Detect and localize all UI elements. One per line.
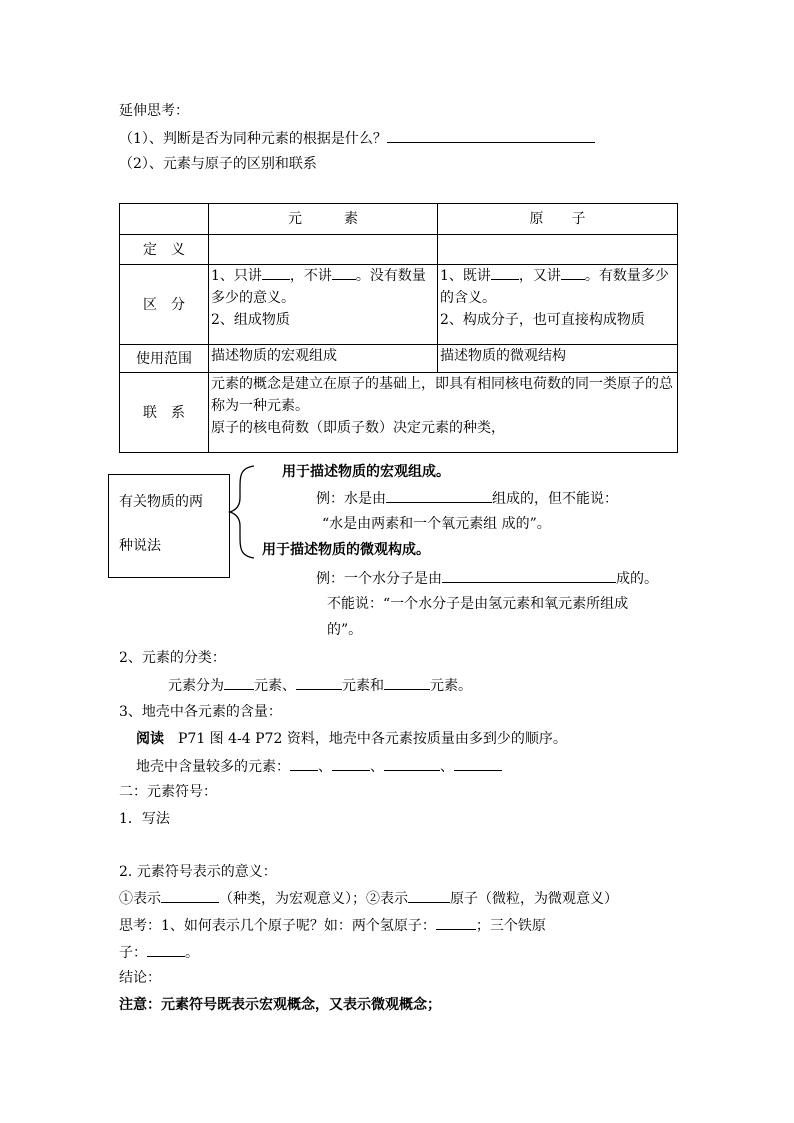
crust-title: 3、地壳中各元素的含量： — [119, 704, 282, 720]
meaning-c: 原子（微粒，为微观意义） — [450, 891, 618, 907]
brace-icon — [226, 462, 266, 562]
question-2: （2）、元素与原子的区别和联系 — [119, 156, 317, 172]
blank[interactable] — [161, 888, 219, 903]
cls-d: 元素。 — [430, 678, 472, 694]
think-b: ；三个铁原 — [475, 918, 546, 934]
table-row-relation — [120, 373, 678, 453]
diff-at-1a: 1、既讲 — [440, 268, 491, 284]
table-row-difference — [120, 265, 678, 345]
definition-label: 定 义 — [120, 235, 209, 265]
blank[interactable] — [332, 756, 370, 771]
read-label: 阅读 — [136, 731, 164, 747]
blank[interactable] — [384, 756, 440, 771]
sep: 、 — [370, 759, 384, 775]
diff-el-1b: ，不讲 — [289, 268, 332, 284]
symbols-write: 1．写法 — [119, 811, 170, 827]
macro-example — [316, 488, 618, 509]
micro-title: 用于描述物质的微观构成。 — [262, 542, 430, 558]
note: 注意：元素符号既表示宏观概念，又表示微观概念； — [119, 997, 441, 1013]
macro-ex-b: 组成的，但不能说： — [492, 491, 618, 507]
blank[interactable] — [290, 756, 318, 771]
think-d: 。 — [185, 945, 199, 961]
read-text: P71 图 4-4 P72 资料，地壳中各元素按质量由多到少的顺序。 — [178, 731, 567, 747]
two-ways-box — [108, 474, 230, 578]
relation-text-2: 原子的核电荷数（即质子数）决定元素的种类， — [211, 420, 505, 436]
blank[interactable] — [408, 888, 450, 903]
macro-title: 用于描述物质的宏观组成。 — [282, 464, 450, 480]
usage-element: 描述物质的宏观组成 — [209, 345, 438, 373]
usage-atom: 描述物质的微观结构 — [438, 345, 678, 373]
micro-ex-a: 例：一个水分子是由 — [316, 571, 442, 587]
header-blank-cell — [120, 204, 209, 235]
relation-cell — [209, 373, 678, 453]
blank[interactable] — [436, 915, 476, 930]
micro-ex-b: 成的。 — [616, 571, 658, 587]
crust-content — [136, 756, 502, 777]
cls-b: 元素、 — [254, 678, 296, 694]
table-row-definition — [120, 235, 678, 265]
meaning-b: （种类，为宏观意义）；②表示 — [219, 891, 408, 907]
micro-example — [316, 568, 658, 589]
conclusion: 结论： — [119, 970, 161, 986]
blank[interactable] — [332, 265, 356, 280]
difference-element-cell — [209, 265, 438, 345]
crust-content-label: 地壳中含量较多的元素： — [136, 759, 290, 775]
blank[interactable] — [386, 488, 492, 503]
symbols-meaning — [119, 888, 618, 909]
usage-label: 使用范围 — [120, 345, 209, 373]
micro-not-a: 不能说：“一个水分子是由氢元素和氧元素所组成 — [327, 596, 629, 612]
sep: 、 — [440, 759, 454, 775]
diff-at-1b: ，又讲 — [518, 268, 561, 284]
box-line-2: 种说法 — [119, 538, 161, 554]
diff-at-2: 2、构成分子，也可直接构成物质 — [440, 312, 645, 328]
blank[interactable] — [442, 568, 616, 583]
extension-heading: 延伸思考： — [119, 103, 189, 119]
symbols-meaning-title: 2. 元素符号表示的意义： — [119, 864, 277, 880]
micro-not-b: 的”。 — [327, 622, 363, 638]
classification-title: 2、元素的分类： — [119, 650, 226, 666]
symbols-think-2 — [119, 942, 199, 963]
meaning-a: ①表示 — [119, 891, 161, 907]
think-a: 思考：1、如何表示几个原子呢？如：两个氢原子： — [119, 918, 436, 934]
think-c: 子： — [119, 945, 147, 961]
cls-c: 元素和 — [342, 678, 384, 694]
blank[interactable] — [296, 675, 342, 690]
definition-atom-cell[interactable] — [438, 235, 678, 265]
box-line-1: 有关物质的两 — [119, 494, 203, 510]
diff-at-1c: 。有数量多少的含义。 — [440, 268, 669, 306]
macro-quote: “水是由两素和一个氧元素组 成的”。 — [322, 516, 551, 532]
symbols-title: 二：元素符号： — [119, 784, 217, 800]
diff-el-2: 2、组成物质 — [211, 312, 290, 328]
classification-text — [168, 675, 472, 696]
macro-ex-a: 例：水是由 — [316, 491, 386, 507]
blank[interactable] — [224, 675, 254, 690]
sep: 、 — [318, 759, 332, 775]
blank[interactable] — [384, 675, 430, 690]
header-element: 元 素 — [209, 204, 438, 235]
difference-label: 区 分 — [120, 265, 209, 345]
table-row-usage — [120, 345, 678, 373]
blank[interactable] — [454, 756, 502, 771]
diff-el-1c: 。没有数量多少的意义。 — [211, 268, 426, 306]
difference-atom-cell — [438, 265, 678, 345]
definition-element-cell[interactable] — [209, 235, 438, 265]
element-atom-table — [119, 203, 678, 453]
relation-text-1: 元素的概念是建立在原子的基础上，即具有相同核电荷数的同一类原子的总称为一种元素。 — [211, 376, 673, 414]
blank[interactable] — [561, 265, 585, 280]
crust-read — [136, 729, 567, 749]
header-atom: 原 子 — [438, 204, 678, 235]
question-1-text: （1）、判断是否为同种元素的根据是什么？ — [119, 131, 387, 147]
table-header-row — [120, 204, 678, 235]
blank[interactable] — [491, 265, 519, 280]
diff-el-1a: 1、只讲 — [211, 268, 262, 284]
relation-label: 联 系 — [120, 373, 209, 453]
question-1 — [119, 128, 595, 149]
answer-blank[interactable] — [387, 128, 595, 143]
blank[interactable] — [147, 942, 185, 957]
symbols-think — [119, 915, 546, 936]
cls-a: 元素分为 — [168, 678, 224, 694]
blank[interactable] — [262, 265, 290, 280]
